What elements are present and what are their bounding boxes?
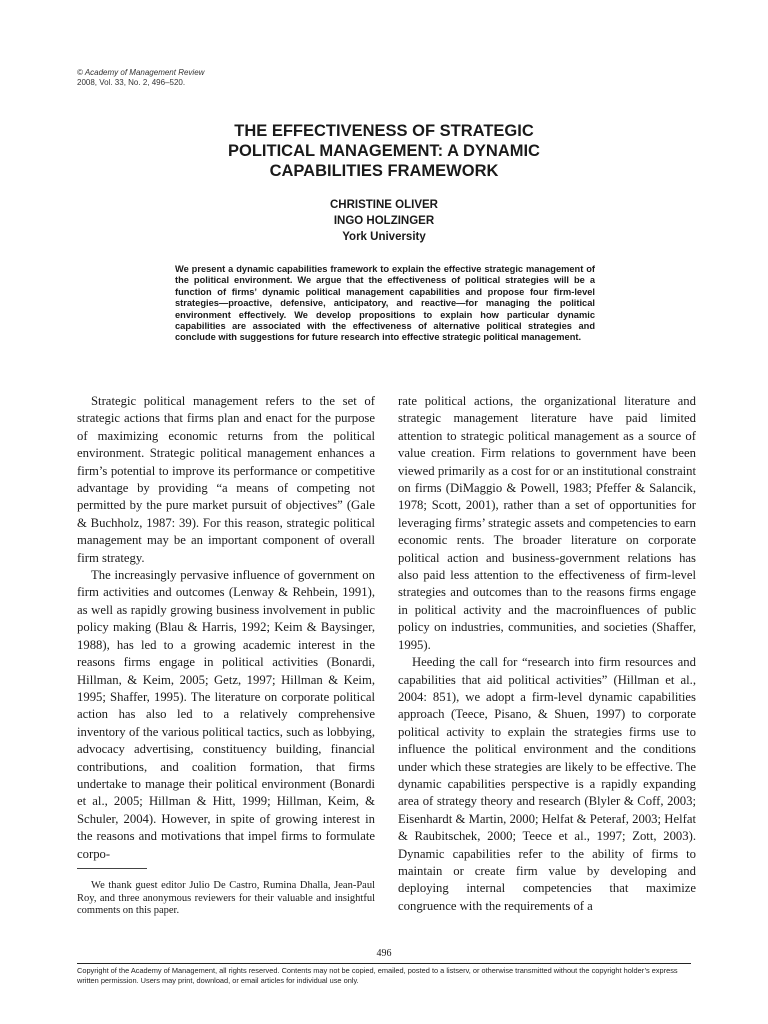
footnote-divider [77, 868, 147, 869]
body-paragraph: Heeding the call for “research into firm resources and capabilities that aid political activities” (Hillman et al., 2004: 851), we adopt a firm-level dynamic capabilities approach (Teece, Pisano, & Shuen, 1997) to corporate political activity to explain the strategies firms use to influence the political environment and the conditions under which these strategies are likely to be effective. The dynamic capabilities perspective is a rapidly expanding area of strategy theory and research (Blyler & Coff, 2003; Eisenhardt & Martin, 2000; Helfat & Peteraf, 2003; Helfat & Raubitschek, 2000; Teece et al., 1997; Zott, 2003). Dynamic capabilities refer to the ability of firms to maintain or create firm value by developing and deploying internal competencies that maximize congruence with the requirements of a [398, 655, 696, 913]
author-block [200, 197, 568, 245]
body-paragraph: The increasingly pervasive influence of government on firm activities and outcomes (Lenway & Rehbein, 1991), as well as rapidly growing business involvement in public policy making (Blau & Harris, 1992; Keim & Baysinger, 1988), has led to a growing academic interest in the reasons firms engage in political activities (Bonardi, Hillman, & Keim, 2005; Getz, 1997; Hillman & Keim, 1995; Shaffer, 1995). The literature on corporate political action has also led to a relatively comprehensive inventory of the various political tactics, such as lobbying, advocacy advertising, constituency building, financial contributions, and coalition formation, that firms undertake to manage their political environment (Bonardi et al., 2005; Hillman & Hitt, 1999; Hillman, Keim, & Schuler, 2004). However, in spite of growing interest in the reasons and motivations that impel firms to formulate corpo- [77, 568, 375, 861]
body-column-right [398, 393, 696, 915]
body-paragraph: Strategic political management refers to the set of strategic actions that firms plan and enact for the purpose of maximizing economic returns from the political environment. Strategic political management enhances a firm’s potential to improve its performance or competitive advantage by providing “a means of competing not permitted by the pure market pursuit of objectives” (Gale & Buchholz, 1987: 39). For this reason, strategic political management may be an important component of overall firm strategy. [77, 394, 375, 565]
page-number: 496 [376, 948, 392, 959]
copyright-notice: Copyright of the Academy of Management, all rights reserved. Contents may not be copied, emailed, posted to a listserv, or otherwise transmitted without the copyright holder’s express written permission. Users may print, download, or email articles for individual use only. [77, 966, 678, 985]
title-line: THE EFFECTIVENESS OF STRATEGIC [234, 122, 534, 140]
author-name: INGO HOLZINGER [333, 215, 435, 227]
copyright-divider [77, 963, 691, 964]
author-affiliation: York University [342, 231, 426, 243]
journal-name: © Academy of Management Review [77, 68, 205, 77]
title-line: POLITICAL MANAGEMENT: A DYNAMIC [228, 142, 540, 160]
journal-citation: 2008, Vol. 33, No. 2, 496–520. [77, 78, 186, 87]
body-column-left [77, 393, 375, 863]
journal-header [77, 68, 204, 88]
author-name: CHRISTINE OLIVER [330, 199, 438, 211]
acknowledgment-footnote: We thank guest editor Julio De Castro, Rumina Dhalla, Jean-Paul Roy, and three anonymous reviewers for their valuable and insightful comments on this paper. [77, 880, 375, 917]
article-title-block [140, 121, 628, 181]
body-paragraph: rate political actions, the organizational literature and strategic management literature have paid limited attention to strategic political management as a source of value creation. Firm relations to government have been viewed primarily as a cost for or an institutional constraint on firms (DiMaggio & Powell, 1983; Pfeffer & Salancik, 1978; Scott, 2001), rather than a set of opportunities for leveraging firms’ strategic assets and competencies to earn economic rents. The broader literature on corporate political action and business-government relations has also paid less attention to the effectiveness of firm-level strategies and outcomes than to the reasons firms engage in political activity and the macroinfluences of public policy on industries, communities, and societies (Shaffer, 1995). [398, 394, 696, 652]
title-line: CAPABILITIES FRAMEWORK [269, 162, 499, 180]
article-title [140, 121, 628, 181]
abstract: We present a dynamic capabilities framework to explain the effective strategic management of the political environment. We argue that the effectiveness of political strategies will be a function of firms’ dynamic political management capabilities and propose four firm-level strategies—proactive, defensive, anticipatory, and reactive—for managing the political environment effectively. We develop propositions to explain how particular dynamic capabilities are associated with the effectiveness of alternative political strategies and conclude with suggestions for future research into effective strategic political management. [175, 264, 595, 343]
